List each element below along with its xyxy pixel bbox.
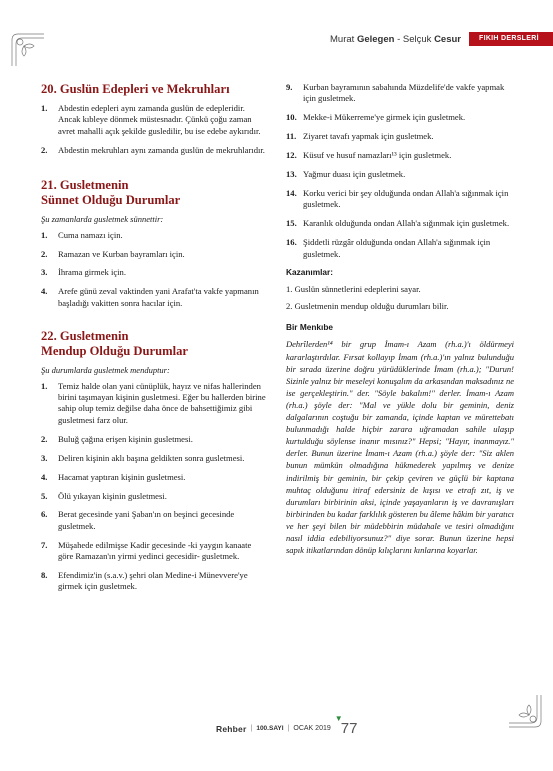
section-22-title: 22. Gusletmenin Mendup Olduğu Durumlar: [41, 328, 188, 358]
section-22-list: [41, 381, 266, 593]
menkibe-text: Dehrîlerden¹⁴ bir grup İmam-ı Azam (rh.a.)'ı öldürmeyi kararlaştırdılar. Fırsat kollayıp İmam (rh.a.)'ın yalnız bulunduğu bir sırada üzerine doğru yürüdüklerinde İmam (rh.a.); "Durun! Sizinle yalnız bir meseleyi konuşalım da arkasından maksadınız ne ise gerçekleştirin." der. "Söyle bakalım!" derler. İmam-ı Azam (rh.a.) şöyle der: "Mal ve yükle dolu bir geminin, deniz dalgalarının coştuğu bir zamanda, içinde kaptan ve mürettebatı bulunmadığı halde hiçbir zarara uğramadan sahile ulaşıp kurtulduğu söylense inanır mısınız?" Hepsi; "Hayır, inanmayız." derler. Bunun üzerine İmam-ı Azam (rh.a.) şöyle der: "Siz aklen bunun mümkün olmadığına hükmederek yapılmış ve denize indirilmiş bir geminin, bir çekip çeviren ve güçlü bir kaptana muhtaç olduğunu itiraf edersiniz de kışısı ve etrafı zıt, iş ve durumları birbirinin aksi, içinde yaşayanların iş ve davranışları birbirinden bu kadar farklılık gösteren bu âleme hâkim bir yaratıcı ve her şeyi bilen bir müdebbirin müdahale ve tesiri olmadığını nasıl iddia edebiliyorsunuz?" diye sorar. Bunun üzerine hepsi sapık itikatlarından dönüp kılıçlarını kınlarına koyarlar.: [286, 339, 514, 556]
corner-ornament-bottom-right: [507, 693, 543, 729]
list-item: 9. Kurban bayramının sabahında Müzdelife'de vakfe yapmak için gusletmek.: [286, 82, 505, 104]
list-item: 8. Efendimiz'in (s.a.v.) şehri olan Medine-i Münevvere'ye girmek için gusletmek.: [41, 570, 248, 592]
list-item: 15. Karanlık olduğunda ondan Allah'a sığınmak için gusletmek.: [286, 218, 510, 229]
list-item: 4. Arefe günü zeval vaktinden yani Arafat'ta vakfe yapmanın başladığı vakitten sonra hacılar için.: [41, 286, 259, 308]
list-item: 12. Küsuf ve husuf namazları¹³ için gusletmek.: [286, 150, 452, 161]
kazanimlar-title: Kazanımlar:: [286, 267, 334, 278]
list-item: 2. Ramazan ve Kurban bayramları için.: [41, 248, 185, 259]
author2-last-name: Cesur: [434, 33, 461, 45]
section-21-list: [41, 230, 266, 310]
section-21-title: 21. Gusletmenin Sünnet Olduğu Durumlar: [41, 177, 181, 207]
author2-first-name: Selçuk: [402, 33, 432, 45]
section-20-list: [41, 103, 266, 156]
list-item: 7. Müşahede edilmişse Kadir gecesinde -ki yaygın kanaate göre Ramazan'ın yirmi yedinci gecesidir- gusletmek.: [41, 539, 252, 562]
list-item: 4. Hacamat yaptıran kişinin gusletmesi.: [41, 471, 186, 482]
menkibe-title: Bir Menkıbe: [286, 322, 334, 333]
author1-last-name: Gelegen: [356, 33, 395, 45]
page-number: ▼ 77: [334, 714, 358, 737]
section-21-intro: Şu zamanlarda gusletmek sünnettir:: [41, 213, 164, 224]
list-item: 3. Deliren kişinin aklı başına geldikten sonra gusletmesi.: [41, 452, 245, 463]
author-separator: -: [397, 33, 401, 45]
right-column: [286, 82, 514, 556]
section-20-title: 20. Guslün Edepleri ve Mekruhları: [41, 82, 230, 96]
left-column: [41, 82, 266, 600]
ornament-icon: [507, 693, 543, 729]
list-item: 1. Cuma namazı için.: [41, 229, 123, 240]
list-item: 3. İhrama girmek için.: [41, 267, 127, 278]
kazanim-item: 2. Gusletmenin mendup olduğu durumları bilir.: [286, 301, 449, 312]
list-item: 2. Buluğ çağına erişen kişinin gusletmesi.: [41, 433, 193, 444]
list-item: 16. Şiddetli rüzgâr olduğunda ondan Allah'a sığınmak için gusletmek.: [286, 237, 491, 259]
list-item: 10. Mekke-i Mükerreme'ye girmek için gusletmek.: [286, 112, 466, 123]
section-22-list-continued: [286, 82, 514, 260]
section-22-intro: Şu durumlarda gusletmek menduptur:: [41, 364, 170, 375]
list-item: 11. Ziyaret tavafı yapmak için gusletmek.: [286, 131, 434, 142]
magazine-brand: Rehber: [216, 723, 247, 734]
list-item: 13. Yağmur duası için gusletmek.: [286, 169, 406, 180]
author1-first-name: Murat: [330, 33, 355, 45]
list-item: 6. Berat gecesinde yani Şaban'ın on beşinci gecesinde gusletmek.: [41, 509, 235, 531]
kazanim-item: 1. Guslün sünnetlerini edeplerini sayar.: [286, 284, 421, 295]
page-header: [330, 30, 553, 48]
tick-icon: ▼: [334, 714, 343, 723]
list-item: 5. Ölü yıkayan kişinin gusletmesi.: [41, 490, 167, 501]
list-item: 2. Abdestin mekruhları aynı zamanda guslün de mekruhlarıdır.: [41, 144, 265, 155]
issue-date: OCAK 2019: [293, 725, 331, 732]
page-footer: Rehber | 100.SAYI | OCAK 2019 ▼ 77: [216, 714, 358, 737]
issue-number: 100.SAYI: [256, 725, 284, 732]
author-names: [330, 34, 461, 45]
ornament-icon: [10, 32, 46, 68]
list-item: 14. Korku verici bir şey olduğunda ondan Allah'a sığınmak için gusletmek.: [286, 187, 509, 210]
list-item: 1. Abdestin edepleri aynı zamanda guslün de edepleridir. Ancak kıbleye dönmek müstesnadır. Çünkü çoğu zaman avret mahalli açık şekilde gusledilir, bu ise edebe aykırıdır.: [41, 103, 261, 136]
section-tag: FIKIH DERSLERİ: [469, 32, 553, 46]
list-item: 1. Temiz halde olan yani cünüplük, hayız ve nifas hallerinden birini taşımayan kişinin gusletmesi. Eğer bu hallerden birine sahip olup temiz değilse daha önce de bahsettiğimiz gibi gusletmesi farz olur.: [41, 380, 266, 425]
corner-ornament-top-left: [10, 32, 46, 68]
